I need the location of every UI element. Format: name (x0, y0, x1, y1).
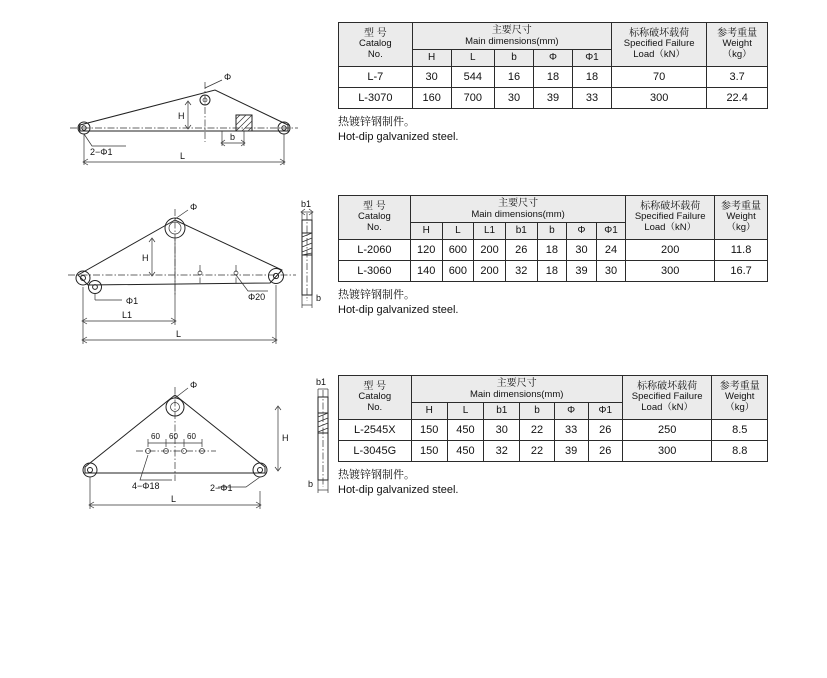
th-catalog-2: 型 号 Catalog No. (339, 196, 411, 240)
label-holes-1: 2−Φ1 (90, 147, 113, 157)
material-note-3 (338, 468, 768, 498)
drawing-triangular-yoke-plate-type-3 (40, 375, 330, 525)
cell-catalog: L-3045G (339, 440, 412, 461)
table-row (339, 260, 768, 281)
cell-dim: 39 (554, 440, 588, 461)
cell-dim: 16 (494, 66, 533, 87)
spec-table-wrap-3 (338, 375, 768, 498)
cell-dim: 450 (447, 419, 483, 440)
label-l-2: L (176, 329, 182, 339)
cell-dim: 18 (537, 260, 567, 281)
th-col-3-0: H (411, 403, 447, 420)
cell-dim: 26 (588, 440, 622, 461)
cell-weight: 8.8 (712, 440, 768, 461)
cell-dim: 33 (554, 419, 588, 440)
spec-section-1 (0, 22, 827, 187)
th-catalog-3: 型 号 Catalog No. (339, 376, 412, 420)
cell-catalog: L-2060 (339, 239, 411, 260)
cell-dim: 30 (567, 239, 597, 260)
label-l-1: L (180, 151, 186, 161)
label-holes4-3: 4−Φ18 (132, 481, 160, 491)
cell-load: 200 (626, 239, 715, 260)
cell-catalog: L-7 (339, 66, 413, 87)
th-weight-1: 参考重量 Weight （kg） (707, 23, 768, 67)
label-phi1-2: Φ1 (125, 296, 139, 306)
cell-dim: 18 (533, 66, 572, 87)
cell-dim: 22 (520, 419, 554, 440)
cell-dim: 30 (412, 66, 451, 87)
material-note-cn: 热镀锌钢制件。 (338, 288, 415, 301)
material-note-en: Hot-dip galvanized steel. (338, 483, 459, 496)
cell-catalog: L-3070 (339, 87, 413, 108)
cell-weight: 11.8 (715, 239, 768, 260)
label-phi-2: Φ (190, 202, 198, 212)
label-spacing-1: 60 (151, 432, 160, 441)
cell-dim: 600 (442, 239, 474, 260)
cell-dim: 450 (447, 440, 483, 461)
label-b1-3: b1 (316, 377, 327, 387)
label-b-2: b (316, 293, 322, 303)
cell-dim: 200 (474, 260, 506, 281)
label-l1-2: L1 (122, 310, 133, 320)
cell-dim: 200 (474, 239, 506, 260)
th-weight-3: 参考重量 Weight （kg） (712, 376, 768, 420)
cell-weight: 22.4 (707, 87, 768, 108)
drawing-triangular-yoke-plate-type-2 (40, 195, 330, 345)
cell-dim: 18 (572, 66, 611, 87)
cell-catalog: L-3060 (339, 260, 411, 281)
spec-table-1 (338, 22, 768, 109)
th-col-3-2: b1 (484, 403, 520, 420)
label-phi20-2: Φ20 (248, 292, 266, 302)
cell-catalog: L-2545X (339, 419, 412, 440)
label-h-2: H (142, 253, 149, 263)
cell-dim: 22 (520, 440, 554, 461)
cell-weight: 16.7 (715, 260, 768, 281)
cell-dim: 26 (505, 239, 537, 260)
cell-load: 70 (611, 66, 706, 87)
th-weight-2: 参考重量 Weight （kg） (715, 196, 768, 240)
table-row (339, 440, 768, 461)
cell-dim: 600 (442, 260, 474, 281)
th-col-3-3: b (520, 403, 554, 420)
th-col-1-2: b (494, 50, 533, 67)
spec-table-2 (338, 195, 768, 282)
material-note-1 (338, 115, 768, 145)
th-col-2-1: L (442, 223, 474, 240)
th-col-2-6: Φ1 (596, 223, 626, 240)
cell-load: 250 (622, 419, 712, 440)
material-note-cn: 热镀锌钢制件。 (338, 115, 415, 128)
cell-dim: 150 (411, 419, 447, 440)
material-note-2 (338, 288, 768, 318)
material-note-en: Hot-dip galvanized steel. (338, 303, 459, 316)
cell-dim: 30 (494, 87, 533, 108)
spec-table-3 (338, 375, 768, 462)
th-catalog-1: 型 号 Catalog No. (339, 23, 413, 67)
table-row (339, 66, 768, 87)
cell-load: 300 (622, 440, 712, 461)
spec-table-wrap-2 (338, 195, 768, 318)
material-note-en: Hot-dip galvanized steel. (338, 130, 459, 143)
spec-section-3 (0, 375, 827, 525)
label-l-3: L (171, 494, 177, 504)
th-col-3-5: Φ1 (588, 403, 622, 420)
cell-dim: 150 (411, 440, 447, 461)
label-phi-3: Φ (190, 380, 198, 390)
table-row (339, 87, 768, 108)
cell-dim: 39 (533, 87, 572, 108)
th-load-2: 标称破坏载荷 Specified Failure Load（kN） (626, 196, 715, 240)
spec-table-wrap-1 (338, 22, 768, 145)
cell-dim: 544 (451, 66, 494, 87)
th-col-2-4: b (537, 223, 567, 240)
cell-dim: 32 (484, 440, 520, 461)
th-load-1: 标称破坏载荷 Specified Failure Load（kN） (611, 23, 706, 67)
label-spacing-3: 60 (187, 432, 196, 441)
cell-dim: 24 (596, 239, 626, 260)
cell-dim: 160 (412, 87, 451, 108)
table-row (339, 419, 768, 440)
th-col-2-3: b1 (505, 223, 537, 240)
cell-dim: 140 (410, 260, 442, 281)
th-col-2-0: H (410, 223, 442, 240)
th-main-dims-3: 主要尺寸 Main dimensions(mm) (411, 376, 622, 403)
cell-dim: 32 (505, 260, 537, 281)
th-col-2-5: Φ (567, 223, 597, 240)
cell-dim: 700 (451, 87, 494, 108)
table-row (339, 239, 768, 260)
th-main-dims-1: 主要尺寸 Main dimensions(mm) (412, 23, 611, 50)
cell-load: 300 (611, 87, 706, 108)
label-h-3: H (282, 433, 289, 443)
th-col-1-3: Φ (533, 50, 572, 67)
drawing-triangular-yoke-plate-type-1 (40, 22, 330, 172)
cell-weight: 8.5 (712, 419, 768, 440)
label-b1-2: b1 (301, 199, 312, 209)
th-col-2-2: L1 (474, 223, 506, 240)
cell-dim: 30 (596, 260, 626, 281)
th-main-dims-2: 主要尺寸 Main dimensions(mm) (410, 196, 625, 223)
cell-dim: 30 (484, 419, 520, 440)
th-col-3-4: Φ (554, 403, 588, 420)
th-col-3-1: L (447, 403, 483, 420)
label-b-1: b (230, 132, 236, 142)
cell-dim: 26 (588, 419, 622, 440)
cell-dim: 18 (537, 239, 567, 260)
label-holes2-3: 2−Φ1 (210, 483, 233, 493)
label-phi-1: Φ (224, 72, 232, 82)
cell-dim: 39 (567, 260, 597, 281)
th-col-1-0: H (412, 50, 451, 67)
label-b-3: b (308, 479, 314, 489)
cell-load: 300 (626, 260, 715, 281)
label-h-1: H (178, 111, 185, 121)
label-spacing-2: 60 (169, 432, 178, 441)
cell-dim: 33 (572, 87, 611, 108)
cell-dim: 120 (410, 239, 442, 260)
material-note-cn: 热镀锌钢制件。 (338, 468, 415, 481)
cell-weight: 3.7 (707, 66, 768, 87)
th-col-1-1: L (451, 50, 494, 67)
spec-section-2 (0, 195, 827, 370)
th-col-1-4: Φ1 (572, 50, 611, 67)
th-load-3: 标称破坏载荷 Specified Failure Load（kN） (622, 376, 712, 420)
